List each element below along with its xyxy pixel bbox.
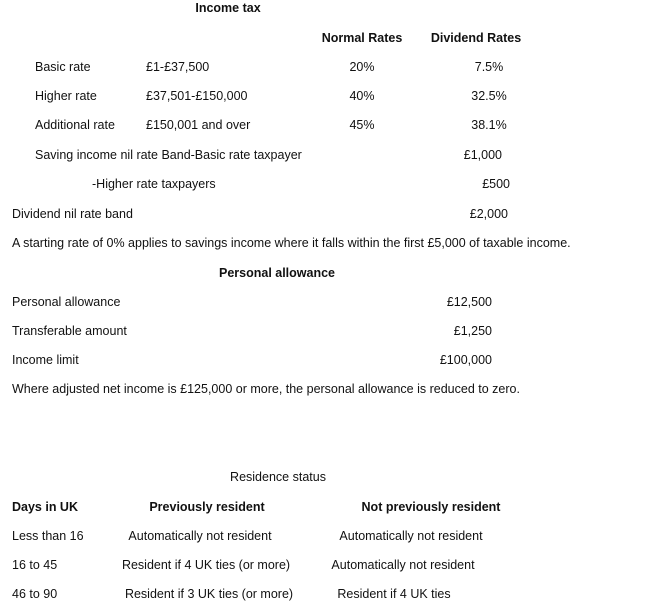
residence-days-1: Less than 16 [12, 529, 84, 543]
normal-rates-header: Normal Rates [321, 31, 403, 45]
allowance-note: Where adjusted net income is £125,000 or more, the personal allowance is reduced to zero. [12, 382, 520, 396]
dividend-rates-header: Dividend Rates [430, 31, 522, 45]
allowance-value: £12,500 [446, 295, 492, 309]
rate-normal-basic: 20% [349, 60, 375, 74]
rate-label-basic: Basic rate [35, 60, 91, 74]
residence-not-previously-2: Automatically not resident [331, 558, 475, 572]
rate-dividend-additional: 38.1% [471, 118, 507, 132]
income-tax-title: Income tax [195, 1, 261, 15]
residence-not-previously-1: Automatically not resident [339, 529, 483, 543]
residence-previously-1: Automatically not resident [128, 529, 272, 543]
transferable-label: Transferable amount [12, 324, 127, 338]
residence-previously-3: Resident if 3 UK ties (or more) [124, 587, 294, 601]
rate-normal-higher: 40% [349, 89, 375, 103]
savings-higher-value: £500 [482, 177, 510, 191]
residence-status-title: Residence status [230, 470, 326, 484]
rate-band-additional: £150,001 and over [146, 118, 251, 132]
previously-resident-header: Previously resident [149, 500, 265, 514]
dividend-nil-value: £2,000 [469, 207, 508, 221]
rate-label-higher: Higher rate [35, 89, 97, 103]
rate-dividend-higher: 32.5% [471, 89, 507, 103]
not-previously-resident-header: Not previously resident [361, 500, 501, 514]
residence-previously-2: Resident if 4 UK ties (or more) [121, 558, 291, 572]
residence-not-previously-3: Resident if 4 UK ties [337, 587, 451, 601]
residence-days-2: 16 to 45 [12, 558, 58, 572]
income-limit-value: £100,000 [439, 353, 492, 367]
savings-basic-value: £1,000 [463, 148, 502, 162]
rate-band-higher: £37,501-£150,000 [146, 89, 248, 103]
rate-normal-additional: 45% [349, 118, 375, 132]
income-limit-label: Income limit [12, 353, 79, 367]
allowance-label: Personal allowance [12, 295, 121, 309]
savings-higher-label: -Higher rate taxpayers [92, 177, 216, 191]
rate-band-basic: £1-£37,500 [146, 60, 210, 74]
days-header: Days in UK [12, 500, 78, 514]
starting-rate-note: A starting rate of 0% applies to savings income where it falls within the first £5,000 of taxable income. [12, 236, 571, 250]
rate-label-additional: Additional rate [35, 118, 115, 132]
dividend-nil-label: Dividend nil rate band [12, 207, 133, 221]
transferable-value: £1,250 [453, 324, 492, 338]
residence-days-3: 46 to 90 [12, 587, 58, 601]
personal-allowance-title: Personal allowance [218, 266, 336, 280]
rate-dividend-basic: 7.5% [474, 60, 504, 74]
savings-basic-label: Saving income nil rate Band-Basic rate taxpayer [35, 148, 302, 162]
